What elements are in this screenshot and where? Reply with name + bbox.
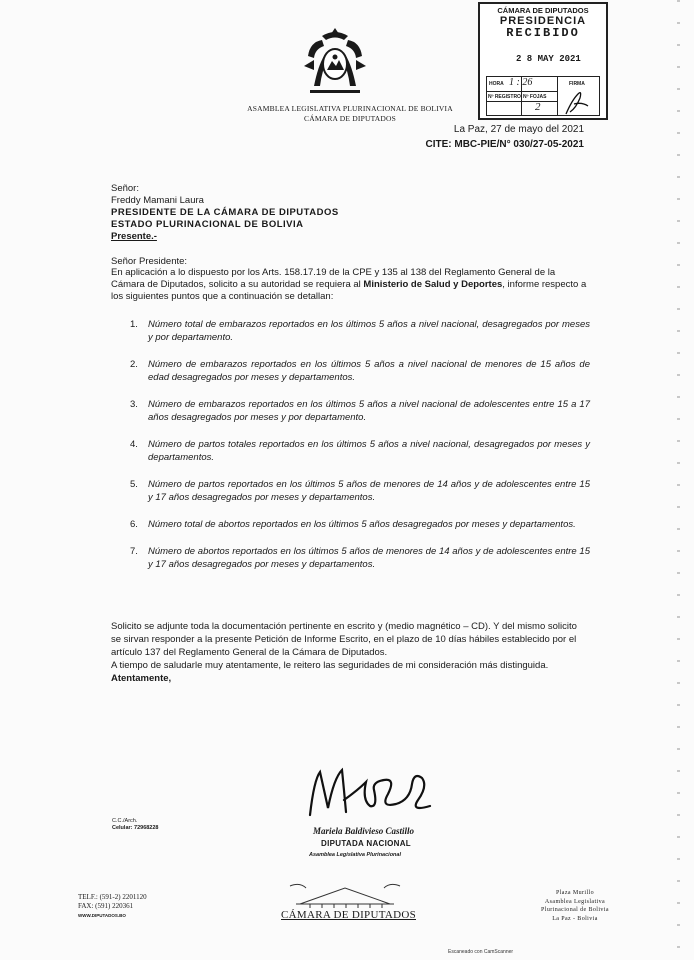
footer-contact [78,893,147,920]
stamp-signature-icon [562,90,592,116]
addressee-title: PRESIDENTE DE LA CÁMARA DE DIPUTADOS [111,207,339,218]
list-item-text: Número total de embarazos reportados en los últimos 5 años a nivel nacional, desagregados por meses y por departamento. [148,319,590,343]
greeting: Señor Presidente: [111,256,188,267]
stamp-hora-label: HORA [489,81,504,87]
footer-address-line-1: Plaza Murillo [555,890,595,896]
request-list [118,318,590,585]
list-item [118,318,590,344]
footer-chamber-name: CÁMARA DE DIPUTADOS [281,909,416,921]
closing-paragraph-3: Atentamente, [111,673,172,684]
scanner-watermark: Escaneado con CamScanner [448,949,514,955]
addressee-block [111,183,339,243]
signatory-name: Mariela Baldivieso Castillo [313,826,415,836]
footer-tel: TELF.: (591-2) 2201120 [78,893,147,901]
signatory-role: DIPUTADA NACIONAL [321,839,411,848]
stamp-fojas-label: Nº FOJAS [523,94,547,100]
list-item-number: 2. [130,359,138,370]
institution-line-2: CÁMARA DE DIPUTADOS [304,114,396,123]
place-date: La Paz, 27 de mayo del 2021 [453,124,584,135]
list-item [118,358,590,384]
intro-paragraph [111,267,589,303]
list-item [118,398,590,424]
stamp-fojas-value: 2 [535,101,541,113]
institution-line-1: ASAMBLEA LEGISLATIVA PLURINACIONAL DE BOLIVIA [247,104,453,113]
addressee-state: ESTADO PLURINACIONAL DE BOLIVIA [111,219,304,230]
list-item-number: 6. [130,519,138,530]
institution-header [230,104,470,124]
list-item-text: Número de embarazos reportados en los últimos 5 años a nivel nacional de menores de 15 años de edad desagregados por meses y departamentos. [148,359,590,383]
closing-block [111,620,589,685]
reception-stamp [478,2,608,120]
stamp-status: RECIBIDO [506,26,580,40]
cc-block [112,818,159,832]
list-item [118,545,590,571]
stamp-registro-label: Nº REGISTRO [488,94,521,100]
list-item-number: 1. [130,319,138,330]
cc-cel-value: 72968228 [134,825,159,831]
footer-web: WWW.DIPUTADOS.BO [78,913,126,918]
addressee-presente: Presente.- [111,231,157,242]
list-item-text: Número de partos reportados en los últimos 5 años de menores de 14 años y de adolescentes entre 15 y 17 años desagregados por meses y departamentos. [148,479,590,503]
list-item-number: 5. [130,479,138,490]
intro-text-start: En aplicación a lo dispuesto por los Arts. 158.17.19 de la CPE y 135 al 138 del Reglamento General de la Cámara de Diputados, solicito a su autoridad se requiera al [111,267,556,290]
addressee-salutation: Señor: [111,183,139,194]
list-item-number: 4. [130,439,138,450]
list-item [118,478,590,504]
list-item-text: Número total de abortos reportados en los últimos 5 años desagregados por meses y departamentos. [148,519,576,530]
footer-address [520,889,630,923]
list-item [118,518,590,531]
handwritten-signature-icon [300,760,450,830]
cite-reference: CITE: MBC-PIE/N° 030/27-05-2021 [425,139,584,150]
signatory-org: Asamblea Legislativa Plurinacional [309,852,402,858]
bolivia-coat-of-arms-icon [300,26,370,96]
intro-ministry: Ministerio de Salud y Deportes [363,279,503,290]
page-edge-dots [677,0,680,960]
stamp-hora-value: 1 : 26 [509,77,533,88]
list-item-text: Número de embarazos reportados en los últimos 5 años a nivel nacional de adolescentes entre 15 a 17 años desagregados por meses y por departamento. [148,399,590,423]
list-item-text: Número de abortos reportados en los últimos 5 años de menores de 14 años y de adolescentes entre 15 y 17 años desagregados por meses y departamentos. [148,546,590,570]
stamp-org: CÁMARA DE DIPUTADOS [497,6,589,15]
cc-cel-label: Celular: [112,825,133,831]
stamp-office: PRESIDENCIA [499,15,587,27]
footer-address-line-4: La Paz - Bolivia [552,915,598,922]
list-item-text: Número de partos totales reportados en los últimos 5 años a nivel nacional, desagregados por meses y departamentos. [148,439,590,463]
intro-text-end: , informe respecto a los siguientes puntos que a continuación se detallan: [111,279,587,302]
closing-paragraph-1: Solicito se adjunte toda la documentación pertinente en escrito y (medio magnético – CD). Y del mismo solicito se sirvan responder a la presente Petición de Informe Escrito, en el plazo de 10 días hábiles establecido por el artículo 137 del Reglamento General de la Cámara de Diputados. [111,621,577,658]
footer-fax: FAX: (591) 220361 [78,902,134,910]
footer-address-line-2: Asamblea Legislativa [544,898,606,905]
stamp-firma-label: FIRMA [569,81,585,87]
cc-line: C.C./Arch. [112,818,138,824]
list-item-number: 7. [130,546,138,557]
list-item-number: 3. [130,399,138,410]
addressee-name: Freddy Mamani Laura [111,195,204,206]
stamp-date: 2 8 MAY 2021 [516,54,581,64]
footer-address-line-3: Plurinacional de Bolivia [541,907,609,913]
closing-paragraph-2: A tiempo de saludarle muy atentamente, le reitero las seguridades de mi consideración más distinguida. [111,660,549,671]
list-item [118,438,590,464]
